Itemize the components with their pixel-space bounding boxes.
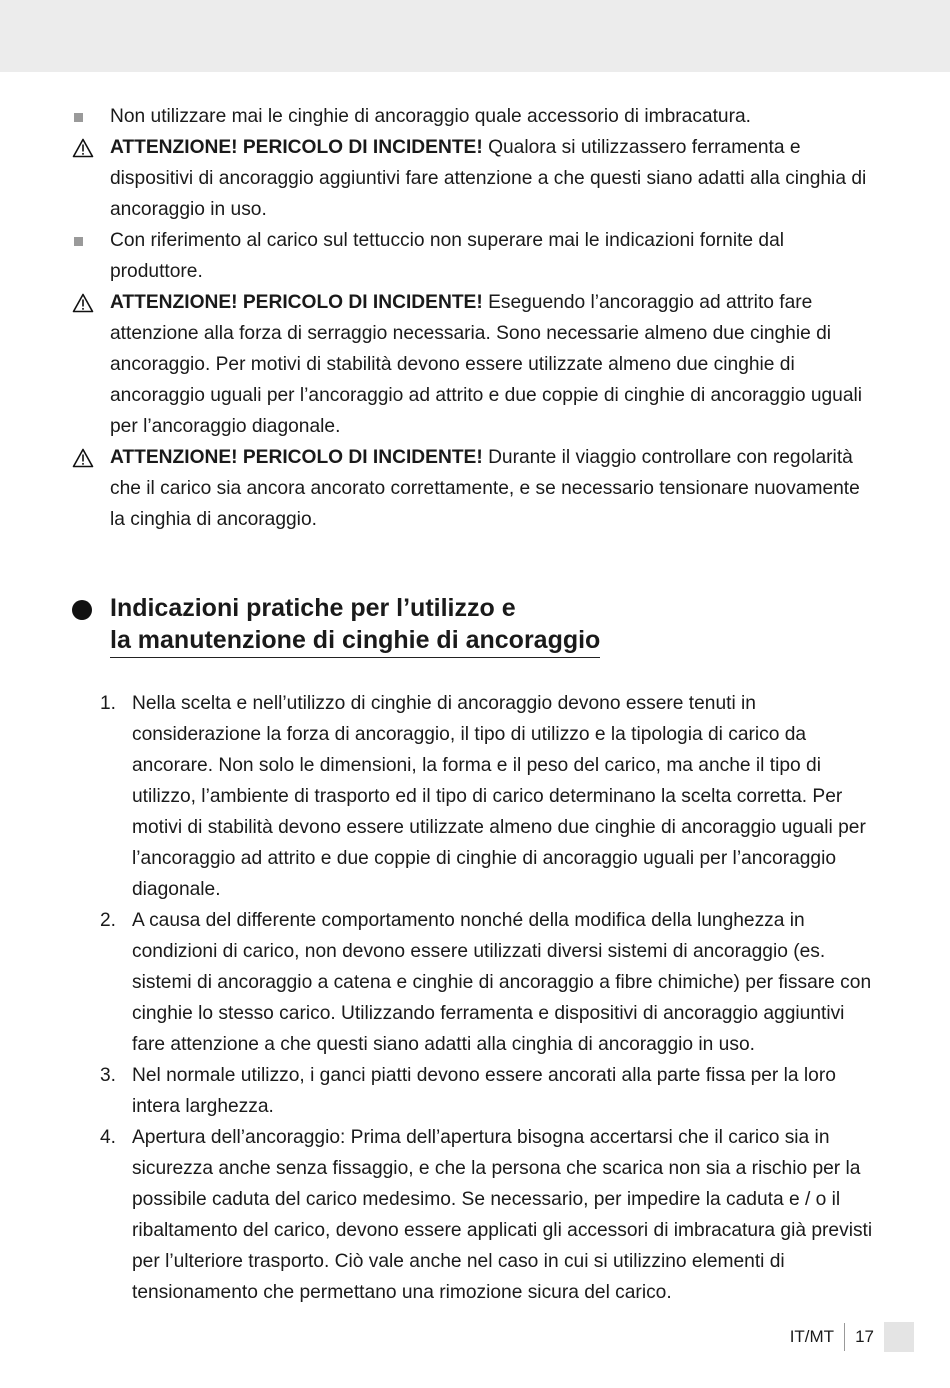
list-item bbox=[0, 1122, 880, 1308]
section-title-line1: Indicazioni pratiche per l’utilizzo e bbox=[110, 594, 516, 622]
warning-list bbox=[0, 101, 950, 535]
warning-triangle-icon bbox=[72, 132, 98, 163]
section-title-line2: la manutenzione di cinghie di ancoraggio bbox=[110, 626, 601, 654]
list-item bbox=[0, 225, 880, 287]
item-number: 1. bbox=[99, 693, 116, 714]
square-bullet-icon bbox=[72, 101, 98, 132]
warning-label: ATTENZIONE! PERICOLO DI INCIDENTE! bbox=[110, 292, 483, 313]
item-text: A causa del differente comportamento nonché della modifica della lunghezza in condizioni di carico, non devono essere utilizzati diversi sistemi di ancoraggio (es. sistemi di ancoraggio a catena e cinghie di ancoraggio a fibre chimiche) per fissare con cinghie lo stesso carico. Utilizzando ferramenta e dispositivi di ancoraggio aggiuntivi fare attenzione a che questi siano adatti alla cinghia di ancoraggio in uso. bbox=[132, 910, 872, 1055]
item-number: 4. bbox=[99, 1127, 116, 1148]
item-text: Apertura dell’ancoraggio: Prima dell’apertura bisogna accertarsi che il carico sia in sicurezza anche senza fissaggio, e che la persona che scarica non sia a rischio per la possibile caduta del carico medesimo. Se necessario, per impedire la caduta e / o il ribaltamento del carico, devono essere applicati gli accessori di imbracatura già previsti per l’ulteriore trasporto. Ciò vale anche nel caso in cui si utilizzino elementi di tensionamento che permettano una rimozione sicura del carico. bbox=[132, 1127, 873, 1303]
list-item bbox=[0, 442, 880, 535]
list-item bbox=[0, 287, 880, 442]
warning-label: ATTENZIONE! PERICOLO DI INCIDENTE! bbox=[110, 447, 483, 468]
header-band bbox=[0, 0, 950, 72]
page-number: 17 bbox=[855, 1327, 874, 1346]
list-item bbox=[0, 688, 880, 905]
item-text: Nel normale utilizzo, i ganci piatti devono essere ancorati alla parte fissa per la loro intera larghezza. bbox=[132, 1065, 836, 1117]
list-item bbox=[0, 101, 880, 132]
item-number: 2. bbox=[99, 910, 116, 931]
item-text: Con riferimento al carico sul tettuccio non superare mai le indicazioni fornite dal produttore. bbox=[110, 230, 785, 282]
item-text: Eseguendo l’ancoraggio ad attrito fare attenzione alla forza di serraggio necessaria. Sono necessarie almeno due cinghie di ancoraggio. Per motivi di stabilità devono essere utilizzate almeno due cinghie di ancoraggio uguali per l’ancoraggio ad attrito e due coppie di cinghie di ancoraggio uguali per l’ancoraggio diagonale. bbox=[110, 292, 863, 437]
item-number: 3. bbox=[99, 1065, 116, 1086]
section-title bbox=[110, 592, 600, 658]
section-heading bbox=[72, 592, 772, 658]
item-text: Non utilizzare mai le cinghie di ancoraggio quale accessorio di imbracatura. bbox=[110, 106, 751, 127]
warning-label: ATTENZIONE! PERICOLO DI INCIDENTE! bbox=[110, 137, 483, 158]
square-bullet-icon bbox=[72, 225, 98, 256]
item-text: Durante il viaggio controllare con regolarità che il carico sia ancora ancorato correttamente, e se necessario tensionare nuovamente la cinghia di ancoraggio. bbox=[110, 447, 860, 530]
page-footer bbox=[790, 1322, 914, 1352]
warning-triangle-icon bbox=[72, 442, 98, 473]
item-text: Qualora si utilizzassero ferramenta e dispositivi di ancoraggio aggiuntivi fare attenzione a che questi siano adatti alla cinghia di ancoraggio in uso. bbox=[110, 137, 867, 220]
list-item bbox=[0, 1060, 880, 1122]
warning-triangle-icon bbox=[72, 287, 98, 318]
round-bullet-icon bbox=[72, 600, 92, 620]
footer-tab-marker bbox=[884, 1322, 914, 1352]
item-text: Nella scelta e nell’utilizzo di cinghie di ancoraggio devono essere tenuti in considerazione la forza di ancoraggio, il tipo di utilizzo e la tipologia di carico da ancorare. Non solo le dimensioni, la forma e il peso del carico, ma anche il tipo di utilizzo, l’ambiente di trasporto ed il tipo di carico determinano la scelta corretta. Per motivi di stabilità devono essere utilizzate almeno due cinghie di ancoraggio uguali per l’ancoraggio ad attrito e due coppie di cinghie di ancoraggio uguali per l’ancoraggio diagonale. bbox=[132, 693, 866, 900]
language-code: IT/MT bbox=[789, 1327, 835, 1346]
list-item bbox=[0, 905, 880, 1060]
list-item bbox=[0, 132, 880, 225]
numbered-list bbox=[0, 688, 950, 1308]
